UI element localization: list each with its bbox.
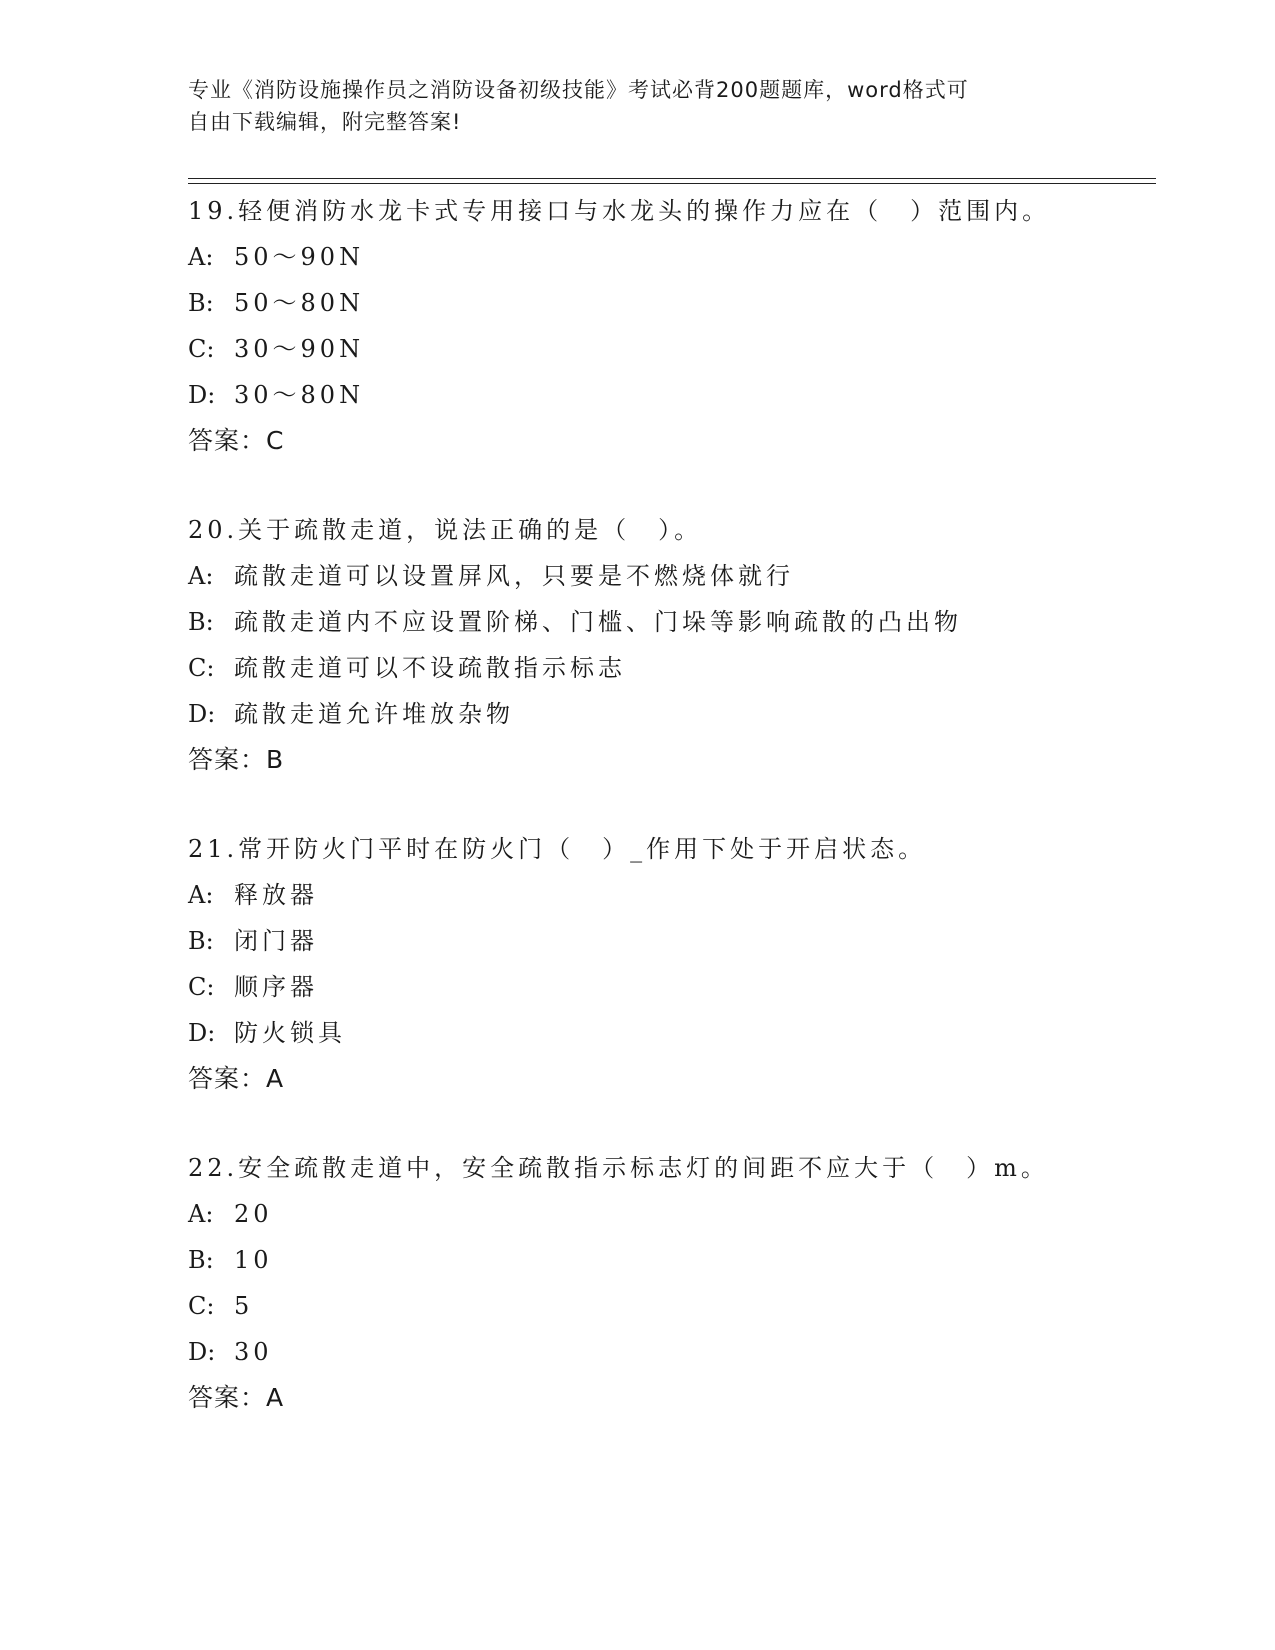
option-text: 闭门器 (234, 927, 318, 955)
option-letter: A: (188, 1200, 214, 1228)
option-letter: D: (188, 381, 216, 409)
answer-line: 答案：C (188, 426, 285, 455)
option-a (188, 872, 1148, 918)
answer-line: 答案：A (188, 1383, 285, 1412)
question-block (188, 1145, 1148, 1421)
option-letter: C: (188, 1292, 215, 1320)
header-divider-bottom (188, 183, 1156, 184)
option-text: 顺序器 (234, 973, 318, 1001)
option-a (188, 553, 1148, 599)
option-letter: D: (188, 1019, 216, 1047)
option-b (188, 280, 1148, 326)
option-text: 30～80N (234, 381, 365, 409)
option-d (188, 1010, 1148, 1056)
option-letter: B: (188, 608, 214, 636)
option-letter: C: (188, 654, 215, 682)
option-text: 20 (234, 1200, 273, 1228)
option-text: 10 (234, 1246, 273, 1274)
option-d (188, 372, 1148, 418)
question-text: 21.常开防火门平时在防火门（ ）_作用下处于开启状态。 (188, 835, 927, 863)
option-letter: D: (188, 1338, 216, 1366)
option-b (188, 918, 1148, 964)
question-block (188, 188, 1148, 464)
header-line-2: 自由下载编辑，附完整答案! (188, 110, 462, 134)
option-text: 30～90N (234, 335, 365, 363)
option-text: 50～80N (234, 289, 365, 317)
option-letter: D: (188, 700, 216, 728)
option-letter: C: (188, 973, 215, 1001)
option-c (188, 645, 1148, 691)
document-header (188, 74, 1088, 138)
option-c (188, 1283, 1148, 1329)
option-text: 防火锁具 (234, 1019, 346, 1047)
option-letter: A: (188, 562, 214, 590)
option-a (188, 234, 1148, 280)
option-letter: A: (188, 243, 214, 271)
answer-line: 答案：B (188, 745, 285, 774)
question-text: 20.关于疏散走道，说法正确的是（ ）。 (188, 516, 703, 544)
answer-line: 答案：A (188, 1064, 285, 1093)
option-text: 疏散走道可以不设疏散指示标志 (234, 654, 626, 682)
question-text: 22.安全疏散走道中，安全疏散指示标志灯的间距不应大于（ ）m。 (188, 1154, 1049, 1182)
option-b (188, 1237, 1148, 1283)
option-b (188, 599, 1148, 645)
option-c (188, 964, 1148, 1010)
option-letter: A: (188, 881, 214, 909)
option-letter: B: (188, 289, 214, 317)
option-letter: C: (188, 335, 215, 363)
option-c (188, 326, 1148, 372)
option-d (188, 1329, 1148, 1375)
option-a (188, 1191, 1148, 1237)
question-text: 19.轻便消防水龙卡式专用接口与水龙头的操作力应在（ ）范围内。 (188, 197, 1051, 225)
header-divider-top (188, 178, 1156, 179)
header-line-1: 专业《消防设施操作员之消防设备初级技能》考试必背200题题库，word格式可 (188, 78, 969, 102)
question-block (188, 507, 1148, 783)
option-text: 疏散走道可以设置屏风，只要是不燃烧体就行 (234, 562, 794, 590)
option-text: 5 (234, 1292, 254, 1320)
option-text: 50～90N (234, 243, 365, 271)
option-letter: B: (188, 1246, 214, 1274)
question-block (188, 826, 1148, 1102)
option-d (188, 691, 1148, 737)
option-text: 疏散走道允许堆放杂物 (234, 700, 514, 728)
option-text: 疏散走道内不应设置阶梯、门槛、门垛等影响疏散的凸出物 (234, 608, 962, 636)
option-text: 30 (234, 1338, 273, 1366)
option-letter: B: (188, 927, 214, 955)
option-text: 释放器 (234, 881, 318, 909)
